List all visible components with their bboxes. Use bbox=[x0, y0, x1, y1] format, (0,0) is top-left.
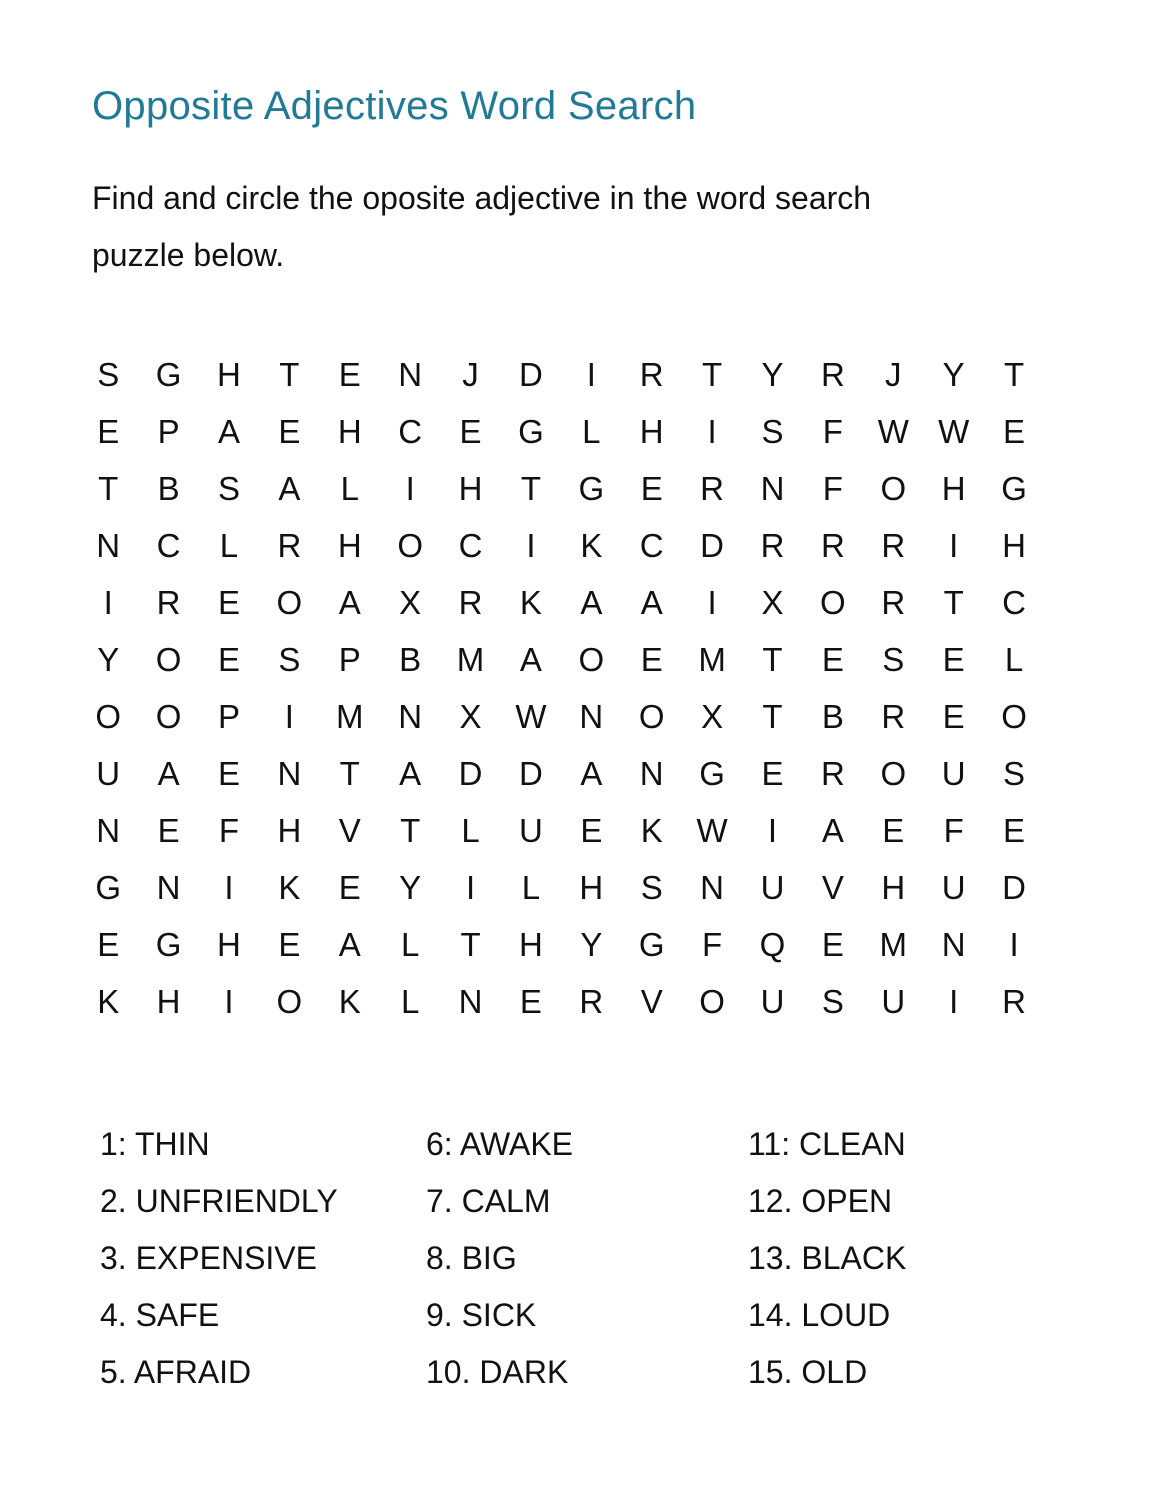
grid-letter[interactable]: M bbox=[879, 925, 908, 963]
grid-letter[interactable]: A bbox=[519, 640, 542, 678]
grid-letter[interactable]: G bbox=[155, 925, 182, 963]
grid-letter[interactable]: N bbox=[458, 982, 483, 1020]
grid-letter[interactable]: B bbox=[821, 697, 844, 735]
grid-letter[interactable]: E bbox=[97, 925, 120, 963]
grid-letter[interactable]: E bbox=[519, 982, 542, 1020]
grid-letter[interactable]: F bbox=[943, 811, 964, 849]
grid-letter[interactable]: U bbox=[941, 868, 966, 906]
grid-letter[interactable]: T bbox=[1003, 355, 1025, 393]
grid-letter[interactable]: R bbox=[579, 982, 604, 1020]
grid-letter[interactable]: I bbox=[707, 412, 717, 450]
grid-letter[interactable]: L bbox=[461, 811, 480, 849]
grid-letter[interactable]: T bbox=[339, 754, 360, 792]
grid-letter[interactable]: I bbox=[103, 583, 113, 621]
grid-letter[interactable]: O bbox=[276, 982, 303, 1020]
grid-letter[interactable]: A bbox=[399, 754, 422, 792]
grid-letter[interactable]: H bbox=[337, 412, 362, 450]
word-list bbox=[100, 1116, 998, 1401]
grid-letter[interactable]: R bbox=[639, 355, 664, 393]
word-list-item: 4. SAFE bbox=[100, 1297, 220, 1333]
grid-letter[interactable]: N bbox=[398, 697, 423, 735]
grid-letter[interactable]: I bbox=[949, 526, 959, 564]
grid-letter[interactable]: D bbox=[700, 526, 725, 564]
grid-letter[interactable]: I bbox=[405, 469, 415, 507]
grid-letter[interactable]: E bbox=[942, 697, 965, 735]
grid-letter[interactable]: A bbox=[338, 583, 361, 621]
grid-letter[interactable]: R bbox=[820, 754, 845, 792]
grid-letter[interactable]: G bbox=[95, 868, 122, 906]
grid-letter[interactable]: W bbox=[696, 811, 728, 849]
grid-letter[interactable]: L bbox=[521, 868, 541, 906]
word-list-item: 9. SICK bbox=[426, 1297, 537, 1333]
word-list-item: 3. EXPENSIVE bbox=[100, 1240, 317, 1276]
grid-letter[interactable]: O bbox=[880, 469, 907, 507]
grid-letter[interactable]: R bbox=[820, 355, 845, 393]
grid-letter[interactable]: E bbox=[338, 355, 361, 393]
grid-letter[interactable]: C bbox=[639, 526, 664, 564]
grid-letter[interactable]: S bbox=[278, 640, 301, 678]
grid-letter[interactable]: W bbox=[515, 697, 547, 735]
grid-letter[interactable]: G bbox=[518, 412, 544, 450]
grid-letter[interactable]: X bbox=[399, 583, 422, 621]
grid-letter[interactable]: E bbox=[580, 811, 603, 849]
grid-letter[interactable]: L bbox=[400, 925, 420, 963]
grid-letter[interactable]: E bbox=[821, 925, 844, 963]
grid-letter[interactable]: T bbox=[762, 640, 783, 678]
grid-letter[interactable]: H bbox=[337, 526, 362, 564]
grid-letter[interactable]: H bbox=[519, 925, 543, 963]
grid-letter[interactable]: R bbox=[820, 526, 845, 564]
grid-letter[interactable]: E bbox=[217, 583, 240, 621]
grid-letter[interactable]: T bbox=[943, 583, 964, 621]
word-list-column bbox=[748, 1116, 998, 1401]
grid-letter[interactable]: S bbox=[1003, 754, 1026, 792]
word-list-item: 11: CLEAN bbox=[748, 1126, 906, 1162]
grid-letter[interactable]: Y bbox=[942, 355, 965, 393]
word-list-item: 10. DARK bbox=[426, 1354, 569, 1390]
grid-letter[interactable]: C bbox=[156, 526, 181, 564]
grid-letter[interactable]: I bbox=[767, 811, 778, 849]
grid-letter[interactable]: L bbox=[582, 412, 601, 450]
grid-letter[interactable]: N bbox=[760, 469, 785, 507]
grid-letter[interactable]: F bbox=[822, 412, 843, 450]
grid-letter[interactable]: H bbox=[458, 469, 483, 507]
grid-letter[interactable]: B bbox=[399, 640, 422, 678]
grid-letter[interactable]: K bbox=[97, 982, 120, 1020]
grid-letter[interactable]: D bbox=[519, 754, 543, 792]
grid-letter[interactable]: V bbox=[338, 811, 361, 849]
grid-letter[interactable]: O bbox=[397, 526, 423, 564]
grid-letter[interactable]: C bbox=[1002, 583, 1026, 621]
grid-letter[interactable]: R bbox=[458, 583, 483, 621]
grid-letter[interactable]: A bbox=[580, 583, 603, 621]
grid-letter[interactable]: G bbox=[1001, 469, 1027, 507]
grid-letter[interactable]: U bbox=[96, 754, 121, 792]
grid-letter[interactable]: D bbox=[519, 355, 543, 393]
word-search-grid bbox=[78, 346, 1044, 1030]
grid-letter[interactable]: E bbox=[97, 412, 120, 450]
grid-letter[interactable]: O bbox=[638, 697, 665, 735]
word-list-item: 13. BLACK bbox=[748, 1240, 907, 1276]
grid-letter[interactable]: X bbox=[459, 697, 482, 735]
word-list-item: 14. LOUD bbox=[748, 1297, 891, 1333]
grid-letter[interactable]: W bbox=[938, 412, 970, 450]
grid-letter[interactable]: E bbox=[1003, 412, 1026, 450]
grid-letter[interactable]: V bbox=[821, 868, 844, 906]
grid-letter[interactable]: H bbox=[217, 925, 241, 963]
grid-letter[interactable]: U bbox=[760, 982, 785, 1020]
grid-letter[interactable]: I bbox=[224, 982, 234, 1020]
word-list-item: 1: THIN bbox=[100, 1126, 210, 1162]
grid-letter[interactable]: K bbox=[338, 982, 361, 1020]
grid-letter[interactable]: H bbox=[579, 868, 604, 906]
grid-letter[interactable]: O bbox=[578, 640, 605, 678]
grid-letter[interactable]: T bbox=[762, 697, 783, 735]
grid-letter[interactable]: E bbox=[459, 412, 482, 450]
grid-letter[interactable]: M bbox=[456, 640, 485, 678]
grid-letter[interactable]: L bbox=[340, 469, 359, 507]
grid-letter[interactable]: I bbox=[284, 697, 294, 735]
grid-letter[interactable]: N bbox=[941, 925, 966, 963]
grid-letter[interactable]: A bbox=[821, 811, 844, 849]
grid-letter[interactable]: E bbox=[1003, 811, 1026, 849]
grid-letter[interactable]: X bbox=[701, 697, 724, 735]
grid-letter[interactable]: S bbox=[640, 868, 663, 906]
grid-letter[interactable]: N bbox=[96, 526, 121, 564]
grid-letter[interactable]: T bbox=[400, 811, 421, 849]
grid-letter[interactable]: I bbox=[949, 982, 959, 1020]
grid-letter[interactable]: S bbox=[217, 469, 240, 507]
grid-letter[interactable]: A bbox=[338, 925, 361, 963]
grid-letter[interactable]: T bbox=[460, 925, 481, 963]
grid-letter[interactable]: S bbox=[821, 982, 844, 1020]
grid-letter[interactable]: R bbox=[881, 583, 906, 621]
grid-letter[interactable]: R bbox=[1002, 982, 1026, 1020]
word-list-item: 2. UNFRIENDLY bbox=[100, 1183, 338, 1219]
grid-letter[interactable]: L bbox=[400, 982, 420, 1020]
grid-letter[interactable]: I bbox=[224, 868, 234, 906]
grid-letter[interactable]: H bbox=[881, 868, 906, 906]
grid-letter[interactable]: A bbox=[157, 754, 180, 792]
grid-letter[interactable]: I bbox=[526, 526, 536, 564]
grid-letter[interactable]: F bbox=[702, 925, 723, 963]
word-list-item: 8. BIG bbox=[426, 1240, 517, 1276]
grid-letter[interactable]: N bbox=[156, 868, 181, 906]
grid-letter[interactable]: T bbox=[702, 355, 723, 393]
grid-letter[interactable]: T bbox=[98, 469, 119, 507]
grid-letter[interactable]: K bbox=[580, 526, 603, 564]
page-title: Opposite Adjectives Word Search bbox=[92, 84, 697, 128]
grid-letter[interactable]: N bbox=[639, 754, 664, 792]
grid-letter[interactable]: E bbox=[640, 640, 663, 678]
grid-letter[interactable]: M bbox=[698, 640, 726, 678]
grid-letter[interactable]: Y bbox=[580, 925, 603, 963]
grid-letter[interactable]: H bbox=[277, 811, 302, 849]
grid-letter[interactable]: O bbox=[820, 583, 846, 621]
word-list-column bbox=[100, 1116, 426, 1401]
grid-letter[interactable]: P bbox=[157, 412, 180, 450]
grid-letter[interactable]: N bbox=[700, 868, 725, 906]
grid-letter[interactable]: R bbox=[881, 697, 906, 735]
grid-letter[interactable]: O bbox=[155, 697, 182, 735]
grid-letter[interactable]: C bbox=[398, 412, 423, 450]
grid-letter[interactable]: R bbox=[277, 526, 302, 564]
word-list-item: 5. AFRAID bbox=[100, 1354, 252, 1390]
grid-letter[interactable]: Y bbox=[399, 868, 422, 906]
grid-letter[interactable]: N bbox=[96, 811, 121, 849]
grid-letter[interactable]: E bbox=[157, 811, 180, 849]
grid-letter[interactable]: R bbox=[156, 583, 181, 621]
word-list-item: 6: AWAKE bbox=[426, 1126, 574, 1162]
grid-letter[interactable]: I bbox=[465, 868, 476, 906]
grid-letter[interactable]: E bbox=[640, 469, 663, 507]
grid-letter[interactable]: N bbox=[579, 697, 604, 735]
instructions-text: Find and circle the oposite adjective in the word search puzzle below. bbox=[92, 180, 872, 273]
grid-letter[interactable]: R bbox=[760, 526, 785, 564]
grid-letter[interactable]: H bbox=[217, 355, 241, 393]
grid-letter[interactable]: B bbox=[157, 469, 180, 507]
grid-letter[interactable]: I bbox=[586, 355, 596, 393]
grid-letter[interactable]: E bbox=[761, 754, 784, 792]
grid-letter[interactable]: O bbox=[155, 640, 182, 678]
grid-letter[interactable]: K bbox=[278, 868, 301, 906]
grid-letter[interactable]: A bbox=[278, 469, 301, 507]
grid-letter[interactable]: O bbox=[1001, 697, 1027, 735]
grid-letter[interactable]: P bbox=[217, 697, 240, 735]
grid-letter[interactable]: U bbox=[941, 754, 966, 792]
grid-letter[interactable]: S bbox=[97, 355, 120, 393]
grid-letter[interactable]: O bbox=[699, 982, 725, 1020]
grid-letter[interactable]: D bbox=[458, 754, 483, 792]
grid-letter[interactable]: E bbox=[278, 412, 301, 450]
grid-letter[interactable]: C bbox=[458, 526, 483, 564]
grid-letter[interactable]: A bbox=[640, 583, 663, 621]
grid-letter[interactable]: F bbox=[822, 469, 843, 507]
grid-letter[interactable]: J bbox=[462, 355, 479, 393]
grid-letter[interactable]: H bbox=[156, 982, 181, 1020]
grid-letter[interactable]: E bbox=[821, 640, 844, 678]
grid-letter[interactable]: S bbox=[882, 640, 905, 678]
grid-letter[interactable]: E bbox=[217, 754, 240, 792]
grid-letter[interactable]: E bbox=[942, 640, 965, 678]
grid-letter[interactable]: H bbox=[1002, 526, 1026, 564]
word-list-column bbox=[426, 1116, 748, 1401]
word-list-item: 12. OPEN bbox=[748, 1183, 893, 1219]
word-list-item: 7. CALM bbox=[426, 1183, 551, 1219]
grid-letter[interactable]: K bbox=[640, 811, 663, 849]
grid-letter[interactable]: S bbox=[761, 412, 784, 450]
grid-letter[interactable]: R bbox=[700, 469, 725, 507]
grid-letter[interactable]: A bbox=[217, 412, 240, 450]
grid-letter[interactable]: O bbox=[95, 697, 122, 735]
grid-letter[interactable]: Y bbox=[97, 640, 120, 678]
grid-letter[interactable]: H bbox=[941, 469, 966, 507]
grid-letter[interactable]: G bbox=[699, 754, 725, 792]
word-list-item: 15. OLD bbox=[748, 1354, 868, 1390]
grid-letter[interactable]: Q bbox=[759, 925, 786, 963]
grid-letter[interactable]: O bbox=[276, 583, 303, 621]
grid-letter[interactable]: N bbox=[398, 355, 423, 393]
grid-letter[interactable]: U bbox=[881, 982, 906, 1020]
grid-letter[interactable]: T bbox=[520, 469, 542, 507]
grid-letter[interactable]: U bbox=[519, 811, 543, 849]
grid-letter[interactable]: L bbox=[1004, 640, 1024, 678]
grid-letter[interactable]: I bbox=[1009, 925, 1019, 963]
grid-letter[interactable]: K bbox=[519, 583, 542, 621]
grid-letter[interactable]: E bbox=[278, 925, 301, 963]
grid-letter[interactable]: N bbox=[277, 754, 302, 792]
grid-letter[interactable]: O bbox=[880, 754, 907, 792]
grid-letter[interactable]: T bbox=[279, 355, 300, 393]
grid-letter[interactable]: A bbox=[580, 754, 603, 792]
grid-letter[interactable]: D bbox=[1002, 868, 1026, 906]
grid-letter[interactable]: G bbox=[155, 355, 182, 393]
grid-letter[interactable]: E bbox=[338, 868, 361, 906]
grid-letter[interactable]: Y bbox=[761, 355, 784, 393]
grid-letter[interactable]: M bbox=[336, 697, 364, 735]
grid-letter[interactable]: J bbox=[885, 355, 902, 393]
grid-letter[interactable]: H bbox=[639, 412, 664, 450]
grid-letter[interactable]: F bbox=[218, 811, 240, 849]
grid-letter[interactable]: I bbox=[707, 583, 717, 621]
grid-letter[interactable]: L bbox=[219, 526, 239, 564]
grid-letter[interactable]: G bbox=[638, 925, 665, 963]
grid-letter[interactable]: P bbox=[338, 640, 361, 678]
grid-letter[interactable]: G bbox=[578, 469, 605, 507]
grid-letter[interactable]: V bbox=[640, 982, 663, 1020]
grid-letter[interactable]: R bbox=[881, 526, 906, 564]
grid-letter[interactable]: W bbox=[877, 412, 909, 450]
grid-letter[interactable]: U bbox=[760, 868, 785, 906]
grid-letter[interactable]: X bbox=[761, 583, 784, 621]
grid-letter[interactable]: E bbox=[217, 640, 240, 678]
grid-letter[interactable]: E bbox=[882, 811, 905, 849]
